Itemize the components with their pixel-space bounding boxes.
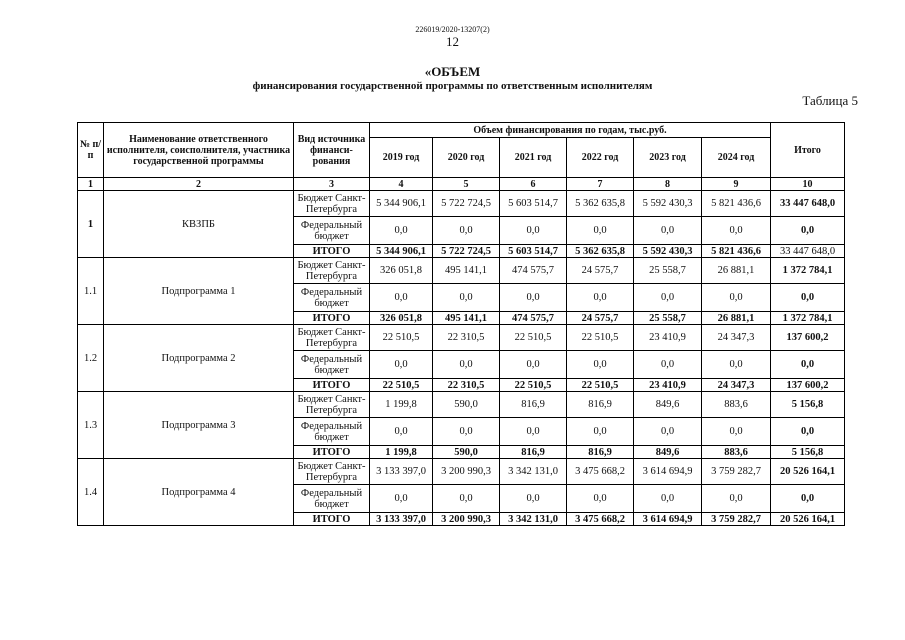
value-cell: 3 133 397,0	[370, 513, 433, 526]
value-cell: 25 558,7	[634, 312, 702, 325]
value-cell: 23 410,9	[634, 325, 702, 351]
value-cell: 22 310,5	[433, 379, 500, 392]
source-type: Федеральный бюджет	[294, 217, 370, 245]
executor-name: Подпрограмма 3	[104, 392, 294, 459]
source-type: Федеральный бюджет	[294, 284, 370, 312]
financing-table	[77, 122, 845, 526]
source-type: Бюджет Санкт-Петербурга	[294, 258, 370, 284]
column-number: 5	[433, 178, 500, 191]
header-year: 2019 год	[370, 138, 433, 178]
value-cell: 0,0	[702, 351, 771, 379]
value-cell: 0,0	[634, 418, 702, 446]
source-type: Бюджет Санкт-Петербурга	[294, 191, 370, 217]
header-years-group: Объем финансирования по годам, тыс.руб.	[370, 123, 771, 138]
value-cell: 0,0	[702, 485, 771, 513]
value-cell: 26 881,1	[702, 258, 771, 284]
source-type: ИТОГО	[294, 312, 370, 325]
row-number: 1.1	[78, 258, 104, 325]
value-cell: 0,0	[370, 284, 433, 312]
value-cell: 24 575,7	[567, 258, 634, 284]
value-cell: 5 344 906,1	[370, 245, 433, 258]
value-cell: 5 722 724,5	[433, 191, 500, 217]
source-type: Бюджет Санкт-Петербурга	[294, 325, 370, 351]
column-number: 10	[771, 178, 845, 191]
header-year: 2023 год	[634, 138, 702, 178]
value-cell: 0,0	[634, 485, 702, 513]
source-type: Бюджет Санкт-Петербурга	[294, 392, 370, 418]
executor-name: Подпрограмма 4	[104, 459, 294, 526]
total-cell: 5 156,8	[771, 392, 845, 418]
value-cell: 0,0	[567, 284, 634, 312]
value-cell: 0,0	[370, 351, 433, 379]
row-number: 1.3	[78, 392, 104, 459]
value-cell: 474 575,7	[500, 258, 567, 284]
value-cell: 5 821 436,6	[702, 191, 771, 217]
value-cell: 23 410,9	[634, 379, 702, 392]
value-cell: 22 510,5	[370, 379, 433, 392]
total-cell: 0,0	[771, 485, 845, 513]
value-cell: 22 510,5	[370, 325, 433, 351]
header-num: № п/п	[78, 123, 104, 178]
value-cell: 0,0	[370, 418, 433, 446]
value-cell: 5 722 724,5	[433, 245, 500, 258]
total-cell: 33 447 648,0	[771, 245, 845, 258]
value-cell: 25 558,7	[634, 258, 702, 284]
source-type: ИТОГО	[294, 245, 370, 258]
column-number: 1	[78, 178, 104, 191]
header-source: Вид источника финанси-рования	[294, 123, 370, 178]
value-cell: 3 200 990,3	[433, 459, 500, 485]
value-cell: 22 510,5	[567, 379, 634, 392]
total-cell: 5 156,8	[771, 446, 845, 459]
value-cell: 5 362 635,8	[567, 191, 634, 217]
value-cell: 3 342 131,0	[500, 459, 567, 485]
value-cell: 3 475 668,2	[567, 459, 634, 485]
value-cell: 5 592 430,3	[634, 191, 702, 217]
value-cell: 0,0	[702, 217, 771, 245]
table-row	[78, 392, 845, 418]
value-cell: 0,0	[500, 351, 567, 379]
document-number: 226019/2020-13207(2)	[415, 25, 490, 34]
value-cell: 1 199,8	[370, 446, 433, 459]
source-type: Бюджет Санкт-Петербурга	[294, 459, 370, 485]
value-cell: 0,0	[433, 284, 500, 312]
value-cell: 0,0	[702, 284, 771, 312]
row-number: 1.2	[78, 325, 104, 392]
source-type: Федеральный бюджет	[294, 351, 370, 379]
value-cell: 22 510,5	[500, 325, 567, 351]
value-cell: 3 614 694,9	[634, 513, 702, 526]
source-type: Федеральный бюджет	[294, 418, 370, 446]
document-subtitle: финансирования государственной программы по ответственным исполнителям	[252, 80, 653, 92]
value-cell: 3 759 282,7	[702, 459, 771, 485]
table-row	[78, 459, 845, 485]
source-type: ИТОГО	[294, 446, 370, 459]
value-cell: 0,0	[634, 217, 702, 245]
value-cell: 5 344 906,1	[370, 191, 433, 217]
value-cell: 326 051,8	[370, 312, 433, 325]
value-cell: 26 881,1	[702, 312, 771, 325]
total-cell: 1 372 784,1	[771, 258, 845, 284]
value-cell: 326 051,8	[370, 258, 433, 284]
value-cell: 0,0	[433, 418, 500, 446]
source-type: ИТОГО	[294, 513, 370, 526]
total-cell: 0,0	[771, 351, 845, 379]
value-cell: 3 133 397,0	[370, 459, 433, 485]
value-cell: 0,0	[500, 284, 567, 312]
value-cell: 5 362 635,8	[567, 245, 634, 258]
column-numbers-row	[78, 178, 845, 191]
value-cell: 22 510,5	[500, 379, 567, 392]
column-number: 8	[634, 178, 702, 191]
total-cell: 0,0	[771, 217, 845, 245]
value-cell: 0,0	[500, 217, 567, 245]
value-cell: 590,0	[433, 446, 500, 459]
value-cell: 22 310,5	[433, 325, 500, 351]
total-cell: 33 447 648,0	[771, 191, 845, 217]
value-cell: 22 510,5	[567, 325, 634, 351]
header-total: Итого	[771, 123, 845, 178]
column-number: 6	[500, 178, 567, 191]
value-cell: 0,0	[433, 485, 500, 513]
value-cell: 0,0	[567, 351, 634, 379]
table-row	[78, 325, 845, 351]
header-year: 2024 год	[702, 138, 771, 178]
total-cell: 137 600,2	[771, 325, 845, 351]
value-cell: 0,0	[433, 351, 500, 379]
total-cell: 137 600,2	[771, 379, 845, 392]
value-cell: 3 759 282,7	[702, 513, 771, 526]
value-cell: 816,9	[567, 392, 634, 418]
column-number: 7	[567, 178, 634, 191]
value-cell: 3 475 668,2	[567, 513, 634, 526]
value-cell: 849,6	[634, 392, 702, 418]
header-year: 2022 год	[567, 138, 634, 178]
table-body	[78, 191, 845, 526]
column-number: 2	[104, 178, 294, 191]
source-type: ИТОГО	[294, 379, 370, 392]
column-number: 9	[702, 178, 771, 191]
value-cell: 0,0	[702, 418, 771, 446]
row-number: 1	[78, 191, 104, 258]
column-number: 4	[370, 178, 433, 191]
value-cell: 24 347,3	[702, 325, 771, 351]
table-label: Таблица 5	[802, 93, 858, 108]
value-cell: 883,6	[702, 392, 771, 418]
value-cell: 0,0	[500, 418, 567, 446]
header-year: 2020 год	[433, 138, 500, 178]
value-cell: 0,0	[433, 217, 500, 245]
value-cell: 0,0	[370, 485, 433, 513]
total-cell: 20 526 164,1	[771, 459, 845, 485]
page-number: 12	[446, 34, 459, 49]
value-cell: 816,9	[500, 446, 567, 459]
total-cell: 20 526 164,1	[771, 513, 845, 526]
value-cell: 0,0	[567, 217, 634, 245]
value-cell: 849,6	[634, 446, 702, 459]
value-cell: 3 342 131,0	[500, 513, 567, 526]
total-cell: 1 372 784,1	[771, 312, 845, 325]
table-row	[78, 191, 845, 217]
value-cell: 0,0	[634, 351, 702, 379]
value-cell: 590,0	[433, 392, 500, 418]
value-cell: 5 592 430,3	[634, 245, 702, 258]
value-cell: 0,0	[567, 485, 634, 513]
executor-name: Подпрограмма 2	[104, 325, 294, 392]
source-type: Федеральный бюджет	[294, 485, 370, 513]
table-row	[78, 258, 845, 284]
row-number: 1.4	[78, 459, 104, 526]
value-cell: 3 614 694,9	[634, 459, 702, 485]
header-name: Наименование ответственного исполнителя, соисполнителя, участника государственной программы	[104, 123, 294, 178]
value-cell: 1 199,8	[370, 392, 433, 418]
total-cell: 0,0	[771, 418, 845, 446]
value-cell: 0,0	[370, 217, 433, 245]
value-cell: 24 347,3	[702, 379, 771, 392]
value-cell: 474 575,7	[500, 312, 567, 325]
value-cell: 5 603 514,7	[500, 245, 567, 258]
value-cell: 0,0	[500, 485, 567, 513]
total-cell: 0,0	[771, 284, 845, 312]
executor-name: КВЗПБ	[104, 191, 294, 258]
executor-name: Подпрограмма 1	[104, 258, 294, 325]
value-cell: 883,6	[702, 446, 771, 459]
value-cell: 816,9	[500, 392, 567, 418]
value-cell: 5 603 514,7	[500, 191, 567, 217]
value-cell: 816,9	[567, 446, 634, 459]
column-number: 3	[294, 178, 370, 191]
value-cell: 0,0	[634, 284, 702, 312]
value-cell: 5 821 436,6	[702, 245, 771, 258]
value-cell: 3 200 990,3	[433, 513, 500, 526]
value-cell: 24 575,7	[567, 312, 634, 325]
document-title: «ОБЪЕМ	[424, 64, 481, 79]
value-cell: 0,0	[567, 418, 634, 446]
header-year: 2021 год	[500, 138, 567, 178]
value-cell: 495 141,1	[433, 312, 500, 325]
value-cell: 495 141,1	[433, 258, 500, 284]
